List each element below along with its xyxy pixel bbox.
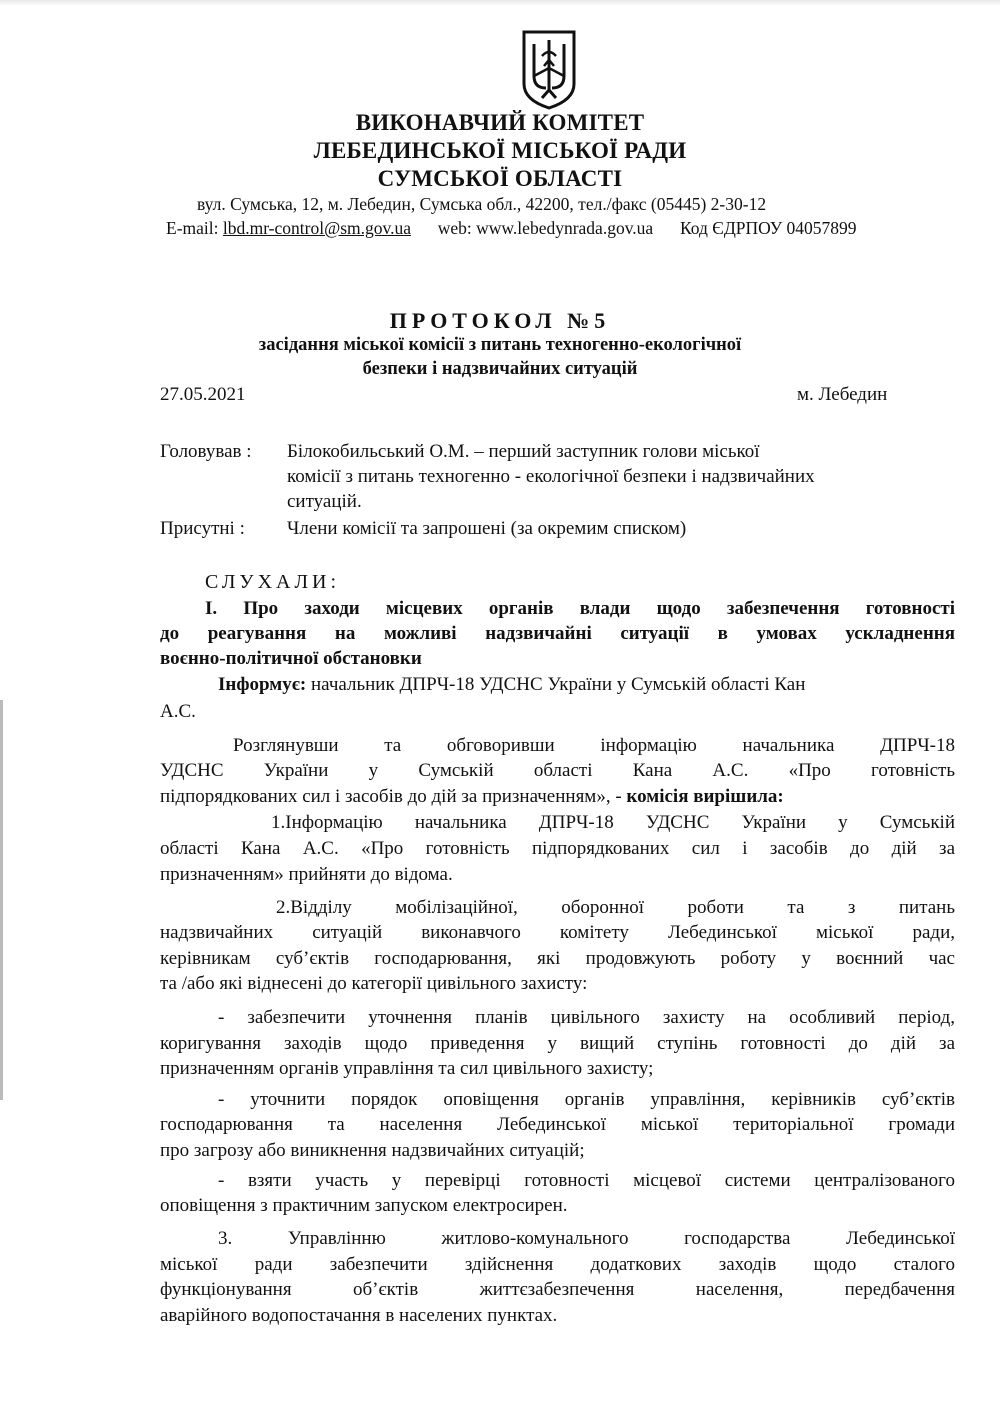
present-text: Члени комісії та запрошені (за окремим списком) xyxy=(287,518,687,539)
decision3-line3: функціонування об’єктів життєзабезпечення населення, передбачення xyxy=(160,1279,955,1300)
decision2-line2: надзвичайних ситуацій виконавчого комітету Лебединської міської ради, xyxy=(160,922,955,943)
bullet3-line2: оповіщення з практичним запуском електросирен. xyxy=(160,1195,568,1216)
decision2-line3: керівникам суб’єктів господарювання, які продовжують роботу у воєнний час xyxy=(160,948,955,969)
chair-line2: комісії з питань техногенно - екологічної безпеки і надзвичайних xyxy=(287,466,815,487)
topic-line3: воєнно-політичної обстановки xyxy=(160,648,422,669)
heard-heading: СЛУХАЛИ: xyxy=(205,571,341,593)
bullet3-line1: - взяти участь у перевірці готовності місцевої системи централізованого xyxy=(218,1170,955,1191)
coat-of-arms-icon xyxy=(520,28,578,110)
informs-line1 xyxy=(218,674,805,696)
bullet1-line3: призначенням органів управління та сил цивільного захисту; xyxy=(160,1058,654,1079)
decision3-line4: аварійного водопостачання в населених пунктах. xyxy=(160,1305,558,1326)
bullet1-line1: - забезпечити уточнення планів цивільного захисту на особливий період, xyxy=(218,1007,955,1028)
chair-line1: Білокобильський О.М. – перший заступник голови міської xyxy=(287,441,760,462)
considered-text: підпорядкованих сил і засобів до дій за призначенням», - xyxy=(160,786,627,807)
email-link[interactable]: lbd.mr-control@sm.gov.ua xyxy=(222,218,412,238)
informs-text: начальник ДПРЧ-18 УДСНС України у Сумській області Кан xyxy=(306,674,806,695)
org-contacts xyxy=(166,218,857,239)
bullet2-line2: господарювання та населення Лебединської міської територіальної громади xyxy=(160,1114,955,1135)
considered-line2: УДСНС України у Сумській області Кана А.С. «Про готовність xyxy=(160,760,955,781)
decision3-line1: 3. Управлінню житлово-комунального господарства Лебединської xyxy=(218,1228,955,1249)
protocol-date: 27.05.2021 xyxy=(160,384,246,405)
chair-label: Головував : xyxy=(160,441,252,462)
topic-line2: до реагування на можливі надзвичайні ситуації в умовах ускладнення xyxy=(160,623,955,644)
considered-line3 xyxy=(160,786,784,808)
decision3-line2: міської ради забезпечити здійснення додаткових заходів щодо сталого xyxy=(160,1254,955,1275)
decision1-line2: області Кана А.С. «Про готовність підпорядкованих сил і засобів до дій за xyxy=(160,838,955,859)
decision2-line4: та /або які віднесені до категорії цивільного захисту: xyxy=(160,973,588,994)
topic-line1: І. Про заходи місцевих органів влади щодо забезпечення готовності xyxy=(205,598,955,619)
considered-line1: Розглянувши та обговоривши інформацію начальника ДПРЧ-18 xyxy=(233,735,955,756)
org-address: вул. Сумська, 12, м. Лебедин, Сумська обл., 42200, тел./факс (05445) 2-30-12 xyxy=(197,194,767,214)
decision1-line3: призначенням» прийняти до відома. xyxy=(160,864,453,885)
edrpou-code: Код ЄДРПОУ 04057899 xyxy=(679,218,857,238)
bullet2-line1: - уточнити порядок оповіщення органів управління, керівників суб’єктів xyxy=(218,1089,955,1110)
protocol-title: ПРОТОКОЛ №5 xyxy=(389,308,611,333)
chair-line3: ситуацій. xyxy=(287,491,362,512)
protocol-subtitle-line2: безпеки і надзвичайних ситуацій xyxy=(362,359,638,379)
informs-line2: А.С. xyxy=(160,701,196,722)
bullet1-line2: коригування заходів щодо приведення у вищий ступінь готовності до дій за xyxy=(160,1033,955,1054)
informs-label: Інформує: xyxy=(218,674,307,695)
decision2-line1: 2.Відділу мобілізаційної, оборонної роботи та з питань xyxy=(276,897,955,918)
email-label: E-mail: xyxy=(166,218,219,238)
org-name-line2: ЛЕБЕДИНСЬКОЇ МІСЬКОЇ РАДИ xyxy=(313,138,687,163)
decision-label: комісія вирішила: xyxy=(626,786,784,807)
scan-edge xyxy=(0,0,1000,6)
protocol-subtitle-line1: засідання міської комісії з питань техногенно-екологічної xyxy=(258,335,742,355)
present-label: Присутні : xyxy=(160,518,245,539)
org-name-line1: ВИКОНАВЧИЙ КОМІТЕТ xyxy=(355,110,645,135)
org-name-line3: СУМСЬКОЇ ОБЛАСТІ xyxy=(377,166,623,191)
decision1-line1: 1.Інформацію начальника ДПРЧ-18 УДСНС України у Сумській xyxy=(271,812,955,833)
protocol-place: м. Лебедин xyxy=(797,384,888,405)
website: web: www.lebedynrada.gov.ua xyxy=(437,218,654,238)
scan-edge-left xyxy=(0,700,3,1100)
bullet2-line3: про загрозу або виникнення надзвичайних ситуацій; xyxy=(160,1140,585,1161)
